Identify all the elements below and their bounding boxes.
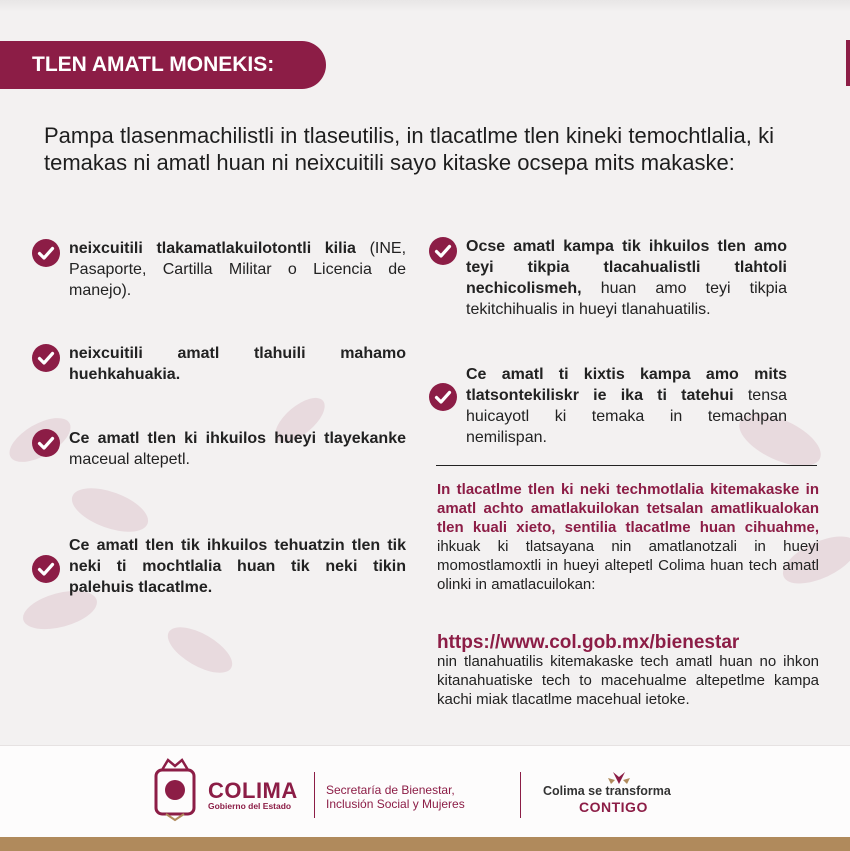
requirement-text: Ce amatl tlen ki ihkuilos hueyi tlayekanke maceual altepetl. bbox=[69, 430, 406, 468]
footer-separator bbox=[520, 772, 521, 818]
requirement-item bbox=[31, 428, 406, 470]
section-header bbox=[0, 41, 326, 89]
requirement-text: Ocse amatl kampa tik ihkuilos tlen amo teyi tikpia tlacahualistli tlahtoli nechicolismeh, huan amo teyi tikpia tekitchihualis in hueyi tlanahuatilis. bbox=[466, 238, 787, 318]
footer bbox=[0, 745, 850, 837]
edge-accent bbox=[846, 40, 850, 86]
requirement-item bbox=[428, 236, 787, 320]
requirement-item bbox=[31, 343, 406, 385]
check-circle-icon bbox=[31, 554, 61, 584]
slogan-line: Colima se transforma bbox=[543, 784, 671, 798]
bienestar-link[interactable]: https://www.col.gob.mx/bienestar bbox=[437, 632, 740, 653]
check-circle-icon bbox=[31, 343, 61, 373]
section-title: TLEN AMATL MONEKIS: bbox=[32, 53, 275, 76]
requirement-text: Ce amatl ti kixtis kampa amo mits tlatsontekiliskr ie ika ti tatehui tensa huicayotl ki temaka in temachpan nemilispan. bbox=[466, 366, 788, 446]
divider-line bbox=[436, 465, 817, 466]
requirement-text: neixcuitili tlakamatlakuilotontli kilia (INE, Pasaporte, Cartilla Militar o Licencia de manejo). bbox=[69, 240, 407, 299]
info-note: In tlacatlme tlen ki neki techmotlalia kitemakaske in amatl achto amatlakuilokan tetsalan amatlikualokan tlen kuali xieto, sentilia tlacatlme huan cihuahme, ihkuak ki tlatsayana nin amatlanotzali in hueyi momostlamoxtli in hueyi altepetl Colima huan tech amatl olinki in amatlacuilokan: bbox=[437, 481, 819, 593]
footer-separator bbox=[314, 772, 315, 818]
secretaria-label: Secretaría de Bienestar, Inclusión Social y Mujeres bbox=[326, 783, 465, 811]
requirement-item bbox=[31, 238, 406, 301]
check-circle-icon bbox=[428, 382, 458, 412]
info-note-continued: nin tlanahuatilis kitemakaske tech amatl huan no ihkon kitanahuatiske tech to macehualme altepetlme kampa kachi miak tlacatlme macehual ietoke. bbox=[437, 653, 819, 708]
check-circle-icon bbox=[31, 428, 61, 458]
colima-logo-text: COLIMA bbox=[208, 778, 298, 803]
check-circle-icon bbox=[428, 236, 458, 266]
check-circle-icon bbox=[31, 238, 61, 268]
footer-accent-bar bbox=[0, 837, 850, 851]
requirement-item bbox=[428, 364, 787, 448]
requirement-item bbox=[31, 535, 406, 598]
requirement-text: Ce amatl tlen tik ihkuilos tehuatzin tlen tik neki ti mochtlalia huan tik neki tikin palehuis tlacatlme. bbox=[69, 537, 406, 596]
slogan-contigo: CONTIGO bbox=[579, 799, 648, 815]
intro-paragraph: Pampa tlasenmachilistli in tlaseutilis, in tlacatlme tlen kineki temochtlalia, ki temakas ni amatl huan ni neixcuitili sayo kitaske ocsepa mits makaske: bbox=[44, 123, 774, 175]
state-seal-icon bbox=[150, 756, 200, 822]
top-edge bbox=[0, 0, 850, 12]
gobierno-label: Gobierno del Estado bbox=[208, 801, 292, 811]
requirement-text: neixcuitili amatl tlahuili mahamo huehkahuakia. bbox=[69, 345, 406, 383]
